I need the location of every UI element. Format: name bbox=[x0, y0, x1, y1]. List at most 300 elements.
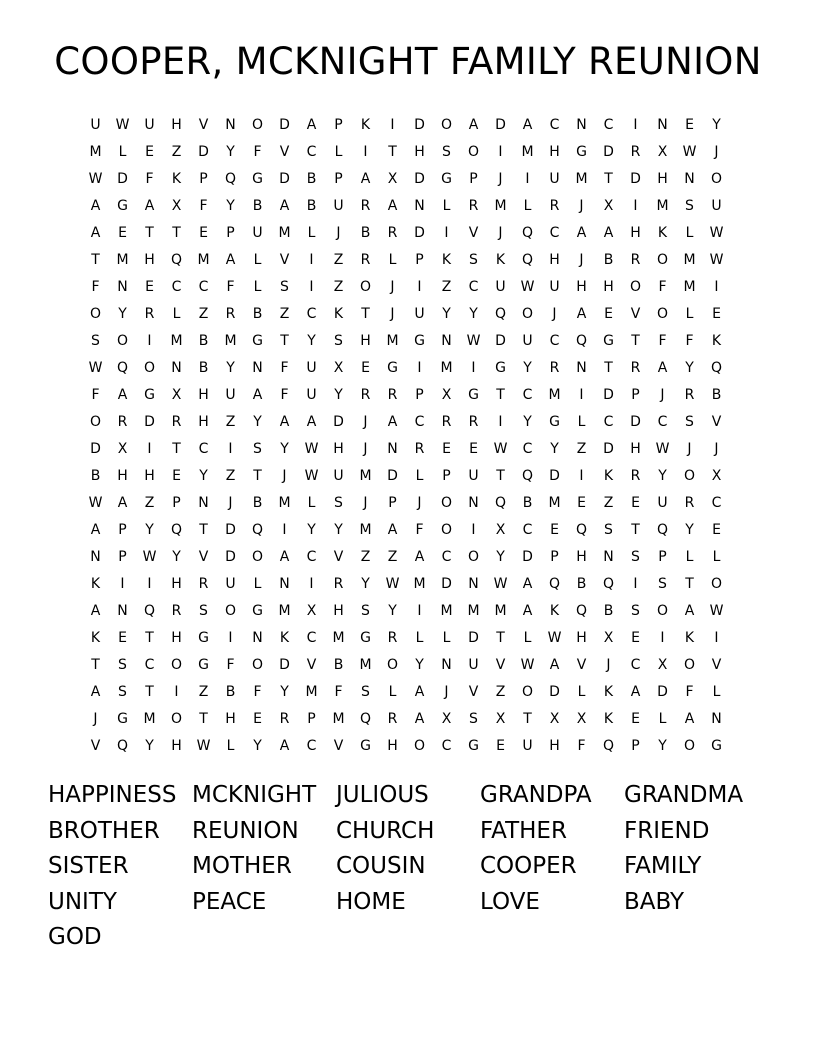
grid-letter: M bbox=[656, 198, 669, 214]
grid-letter: C bbox=[657, 414, 668, 430]
grid-letter: I bbox=[444, 225, 449, 241]
grid-letter: M bbox=[386, 333, 399, 349]
grid-letter: J bbox=[444, 684, 449, 700]
grid-letter: I bbox=[417, 360, 422, 376]
grid-letter: J bbox=[687, 441, 692, 457]
grid-letter: Q bbox=[116, 738, 129, 754]
grid-letter: S bbox=[334, 495, 343, 511]
grid-letter: K bbox=[360, 117, 371, 133]
grid-letter: E bbox=[145, 144, 154, 160]
grid-letter: Z bbox=[144, 495, 155, 511]
word-list-item: BROTHER bbox=[48, 817, 160, 844]
grid-letter: Y bbox=[685, 360, 694, 376]
grid-letter: Y bbox=[118, 306, 127, 322]
grid-letter: A bbox=[90, 225, 101, 241]
grid-letter: Y bbox=[442, 306, 451, 322]
grid-letter: M bbox=[683, 279, 696, 295]
grid-letter: B bbox=[252, 306, 263, 322]
grid-letter: I bbox=[417, 279, 422, 295]
grid-letter: F bbox=[226, 279, 235, 295]
grid-letter: R bbox=[171, 603, 182, 619]
grid-letter: M bbox=[413, 576, 426, 592]
grid-letter: M bbox=[278, 495, 291, 511]
grid-letter: T bbox=[199, 711, 208, 727]
grid-letter: C bbox=[306, 144, 317, 160]
grid-letter: J bbox=[498, 171, 503, 187]
grid-letter: N bbox=[576, 360, 587, 376]
grid-letter: J bbox=[282, 468, 287, 484]
grid-letter: S bbox=[361, 684, 370, 700]
grid-letter: R bbox=[117, 414, 128, 430]
grid-letter: A bbox=[684, 711, 695, 727]
grid-letter: K bbox=[603, 468, 614, 484]
grid-letter: Y bbox=[658, 738, 667, 754]
grid-letter: G bbox=[252, 603, 263, 619]
grid-letter: Z bbox=[225, 468, 236, 484]
grid-letter: D bbox=[90, 441, 101, 457]
grid-letter: M bbox=[521, 144, 534, 160]
grid-letter: O bbox=[116, 333, 129, 349]
grid-letter: X bbox=[576, 711, 587, 727]
grid-letter: O bbox=[89, 306, 102, 322]
grid-letter: M bbox=[683, 252, 696, 268]
grid-letter: C bbox=[522, 522, 533, 538]
grid-letter: A bbox=[279, 738, 290, 754]
word-list-item: LOVE bbox=[480, 888, 540, 915]
grid-letter: D bbox=[333, 414, 344, 430]
grid-letter: O bbox=[251, 549, 264, 565]
grid-letter: Y bbox=[226, 144, 235, 160]
grid-letter: A bbox=[387, 198, 398, 214]
grid-letter: N bbox=[576, 117, 587, 133]
grid-letter: U bbox=[711, 198, 722, 214]
word-list-item: HOME bbox=[336, 888, 406, 915]
grid-letter: F bbox=[334, 684, 343, 700]
grid-letter: W bbox=[709, 252, 724, 268]
grid-row bbox=[82, 274, 730, 301]
word-list-item: SISTER bbox=[48, 853, 129, 879]
grid-letter: I bbox=[498, 144, 503, 160]
grid-letter: O bbox=[359, 279, 372, 295]
grid-letter: Z bbox=[333, 279, 344, 295]
grid-letter: B bbox=[198, 360, 209, 376]
grid-letter: V bbox=[630, 306, 641, 322]
grid-letter: X bbox=[495, 711, 506, 727]
grid-letter: S bbox=[685, 198, 694, 214]
word-list-item: BABY bbox=[624, 888, 685, 915]
grid-letter: J bbox=[228, 495, 233, 511]
grid-letter: U bbox=[90, 117, 101, 133]
grid-letter: L bbox=[307, 495, 316, 511]
grid-letter: C bbox=[468, 279, 479, 295]
grid-letter: T bbox=[253, 468, 262, 484]
grid-letter: D bbox=[603, 387, 614, 403]
grid-row bbox=[82, 355, 730, 382]
grid-letter: Y bbox=[334, 522, 343, 538]
grid-letter: F bbox=[199, 198, 208, 214]
grid-letter: Y bbox=[145, 522, 154, 538]
grid-letter: M bbox=[143, 711, 156, 727]
grid-letter: M bbox=[359, 522, 372, 538]
grid-letter: Y bbox=[388, 603, 397, 619]
grid-letter: Z bbox=[171, 144, 182, 160]
grid-letter: W bbox=[520, 279, 535, 295]
grid-letter: I bbox=[309, 252, 314, 268]
grid-letter: T bbox=[604, 360, 613, 376]
grid-letter: O bbox=[170, 657, 183, 673]
grid-letter: M bbox=[89, 144, 102, 160]
grid-letter: N bbox=[252, 360, 263, 376]
grid-letter: P bbox=[631, 387, 640, 403]
grid-letter: T bbox=[145, 225, 154, 241]
grid-letter: P bbox=[199, 171, 208, 187]
word-list-item: COOPER bbox=[480, 853, 577, 879]
grid-letter: Y bbox=[280, 684, 289, 700]
grid-letter: N bbox=[711, 711, 722, 727]
grid-letter: P bbox=[118, 549, 127, 565]
grid-letter: B bbox=[90, 468, 101, 484]
grid-letter: Z bbox=[333, 252, 344, 268]
grid-letter: P bbox=[469, 171, 478, 187]
grid-letter: L bbox=[523, 198, 532, 214]
grid-letter: Y bbox=[712, 117, 721, 133]
grid-letter: D bbox=[549, 468, 560, 484]
grid-letter: R bbox=[279, 711, 290, 727]
grid-letter: U bbox=[549, 279, 560, 295]
grid-letter: M bbox=[440, 603, 453, 619]
grid-letter: K bbox=[171, 171, 182, 187]
grid-letter: H bbox=[630, 225, 641, 241]
grid-letter: P bbox=[658, 549, 667, 565]
grid-letter: A bbox=[549, 657, 560, 673]
grid-letter: Y bbox=[253, 738, 262, 754]
grid-letter: O bbox=[143, 360, 156, 376]
grid-letter: K bbox=[333, 306, 344, 322]
grid-letter: F bbox=[253, 144, 262, 160]
grid-letter: E bbox=[469, 441, 478, 457]
grid-letter: G bbox=[360, 738, 371, 754]
word-list-item: FAMILY bbox=[624, 853, 702, 879]
grid-letter: G bbox=[198, 630, 209, 646]
grid-letter: I bbox=[309, 279, 314, 295]
grid-letter: B bbox=[360, 225, 371, 241]
grid-letter: W bbox=[115, 117, 130, 133]
grid-letter: A bbox=[144, 198, 155, 214]
grid-letter: W bbox=[196, 738, 211, 754]
grid-letter: S bbox=[280, 279, 289, 295]
grid-letter: H bbox=[387, 738, 398, 754]
grid-letter: Z bbox=[225, 414, 236, 430]
grid-letter: F bbox=[415, 522, 424, 538]
grid-letter: N bbox=[252, 630, 263, 646]
grid-letter: H bbox=[603, 279, 614, 295]
grid-letter: V bbox=[711, 414, 722, 430]
grid-row bbox=[82, 571, 730, 598]
grid-row bbox=[82, 706, 730, 733]
grid-letter: O bbox=[656, 306, 669, 322]
grid-letter: I bbox=[363, 144, 368, 160]
grid-letter: O bbox=[224, 603, 237, 619]
grid-letter: T bbox=[280, 333, 289, 349]
grid-letter: X bbox=[657, 657, 668, 673]
grid-row bbox=[82, 490, 730, 517]
grid-letter: Z bbox=[360, 549, 371, 565]
grid-letter: D bbox=[414, 117, 425, 133]
grid-letter: U bbox=[657, 495, 668, 511]
grid-letter: W bbox=[142, 549, 157, 565]
grid-letter: C bbox=[522, 387, 533, 403]
grid-letter: H bbox=[630, 441, 641, 457]
grid-letter: C bbox=[306, 549, 317, 565]
grid-letter: S bbox=[199, 603, 208, 619]
word-list-item: GRANDMA bbox=[624, 782, 744, 808]
grid-letter: S bbox=[658, 576, 667, 592]
grid-letter: U bbox=[522, 738, 533, 754]
grid-letter: A bbox=[117, 495, 128, 511]
grid-letter: R bbox=[225, 306, 236, 322]
grid-letter: G bbox=[252, 333, 263, 349]
grid-letter: M bbox=[575, 171, 588, 187]
grid-row bbox=[82, 139, 730, 166]
grid-letter: U bbox=[468, 657, 479, 673]
grid-letter: E bbox=[577, 495, 586, 511]
grid-letter: X bbox=[171, 387, 182, 403]
grid-letter: C bbox=[198, 279, 209, 295]
grid-letter: P bbox=[415, 252, 424, 268]
grid-letter: Y bbox=[361, 576, 370, 592]
grid-letter: O bbox=[89, 414, 102, 430]
grid-letter: T bbox=[199, 522, 208, 538]
grid-letter: D bbox=[630, 414, 641, 430]
grid-letter: U bbox=[306, 387, 317, 403]
grid-letter: D bbox=[225, 549, 236, 565]
grid-letter: Y bbox=[469, 306, 478, 322]
grid-letter: V bbox=[333, 549, 344, 565]
grid-letter: J bbox=[660, 387, 665, 403]
grid-row bbox=[82, 679, 730, 706]
grid-letter: W bbox=[88, 360, 103, 376]
grid-letter: X bbox=[603, 630, 614, 646]
grid-letter: A bbox=[414, 711, 425, 727]
grid-letter: T bbox=[496, 468, 505, 484]
grid-letter: E bbox=[253, 711, 262, 727]
grid-letter: B bbox=[306, 198, 317, 214]
grid-letter: I bbox=[174, 684, 179, 700]
grid-letter: B bbox=[711, 387, 722, 403]
grid-letter: G bbox=[414, 333, 425, 349]
grid-letter: G bbox=[441, 171, 452, 187]
grid-letter: A bbox=[414, 549, 425, 565]
grid-letter: I bbox=[579, 468, 584, 484]
grid-letter: C bbox=[306, 738, 317, 754]
grid-letter: R bbox=[333, 576, 344, 592]
grid-letter: E bbox=[631, 630, 640, 646]
grid-letter: F bbox=[145, 171, 154, 187]
grid-letter: H bbox=[657, 171, 668, 187]
grid-letter: P bbox=[334, 171, 343, 187]
grid-letter: W bbox=[88, 171, 103, 187]
grid-letter: T bbox=[388, 144, 397, 160]
grid-letter: U bbox=[468, 468, 479, 484]
word-list-item: REUNION bbox=[192, 817, 299, 844]
grid-letter: T bbox=[604, 171, 613, 187]
grid-letter: X bbox=[117, 441, 128, 457]
word-list-item: MCKNIGHT bbox=[192, 782, 317, 808]
word-list-item: CHURCH bbox=[336, 817, 435, 844]
grid-letter: H bbox=[171, 738, 182, 754]
grid-letter: E bbox=[631, 495, 640, 511]
grid-letter: R bbox=[468, 198, 479, 214]
grid-letter: S bbox=[604, 522, 613, 538]
grid-letter: A bbox=[576, 225, 587, 241]
grid-letter: O bbox=[413, 738, 426, 754]
grid-letter: L bbox=[658, 711, 667, 727]
grid-letter: A bbox=[657, 360, 668, 376]
grid-letter: A bbox=[90, 684, 101, 700]
grid-letter: V bbox=[576, 657, 587, 673]
grid-letter: K bbox=[657, 225, 668, 241]
grid-letter: S bbox=[469, 711, 478, 727]
grid-letter: E bbox=[712, 306, 721, 322]
grid-letter: K bbox=[279, 630, 290, 646]
grid-letter: R bbox=[549, 360, 560, 376]
grid-letter: Y bbox=[172, 549, 181, 565]
word-list-item: HAPPINESS bbox=[48, 782, 177, 808]
grid-row bbox=[82, 544, 730, 571]
grid-row bbox=[82, 193, 730, 220]
grid-letter: X bbox=[171, 198, 182, 214]
grid-letter: L bbox=[334, 144, 343, 160]
grid-letter: S bbox=[442, 144, 451, 160]
grid-letter: D bbox=[468, 630, 479, 646]
grid-letter: A bbox=[252, 387, 263, 403]
grid-row bbox=[82, 652, 730, 679]
grid-letter: D bbox=[630, 171, 641, 187]
grid-letter: U bbox=[225, 576, 236, 592]
grid-letter: O bbox=[467, 549, 480, 565]
grid-row bbox=[82, 436, 730, 463]
grid-letter: W bbox=[709, 225, 724, 241]
grid-letter: R bbox=[387, 630, 398, 646]
grid-letter: A bbox=[90, 603, 101, 619]
grid-letter: C bbox=[711, 495, 722, 511]
grid-letter: P bbox=[172, 495, 181, 511]
grid-letter: Y bbox=[226, 198, 235, 214]
grid-letter: L bbox=[388, 684, 397, 700]
grid-letter: D bbox=[225, 522, 236, 538]
grid-letter: S bbox=[361, 603, 370, 619]
grid-letter: O bbox=[629, 279, 642, 295]
grid-letter: Y bbox=[415, 657, 424, 673]
grid-letter: W bbox=[304, 468, 319, 484]
grid-letter: H bbox=[171, 576, 182, 592]
grid-row bbox=[82, 301, 730, 328]
grid-letter: X bbox=[603, 198, 614, 214]
grid-letter: P bbox=[334, 117, 343, 133]
grid-letter: Y bbox=[334, 387, 343, 403]
grid-letter: C bbox=[306, 306, 317, 322]
grid-letter: A bbox=[90, 522, 101, 538]
grid-letter: L bbox=[577, 684, 586, 700]
grid-row bbox=[82, 247, 730, 274]
grid-letter: Q bbox=[656, 522, 669, 538]
grid-letter: R bbox=[549, 198, 560, 214]
grid-letter: S bbox=[685, 414, 694, 430]
grid-letter: I bbox=[147, 333, 152, 349]
grid-letter: T bbox=[496, 387, 505, 403]
grid-letter: B bbox=[252, 495, 263, 511]
grid-letter: N bbox=[468, 576, 479, 592]
grid-letter: D bbox=[279, 117, 290, 133]
grid-letter: V bbox=[198, 117, 209, 133]
grid-letter: P bbox=[307, 711, 316, 727]
grid-row bbox=[82, 328, 730, 355]
grid-letter: A bbox=[90, 198, 101, 214]
grid-letter: V bbox=[468, 225, 479, 241]
grid-letter: V bbox=[333, 738, 344, 754]
grid-letter: B bbox=[225, 684, 236, 700]
grid-letter: J bbox=[336, 225, 341, 241]
grid-letter: W bbox=[655, 441, 670, 457]
grid-letter: D bbox=[657, 684, 668, 700]
grid-letter: T bbox=[91, 252, 100, 268]
grid-letter: O bbox=[251, 657, 264, 673]
grid-letter: A bbox=[360, 171, 371, 187]
puzzle-title: COOPER, MCKNIGHT FAMILY REUNION bbox=[54, 40, 762, 83]
grid-letter: E bbox=[442, 441, 451, 457]
grid-letter: R bbox=[360, 198, 371, 214]
grid-letter: I bbox=[660, 630, 665, 646]
grid-letter: L bbox=[523, 630, 532, 646]
grid-letter: A bbox=[387, 522, 398, 538]
grid-letter: Z bbox=[576, 441, 587, 457]
grid-letter: T bbox=[496, 630, 505, 646]
grid-letter: E bbox=[496, 738, 505, 754]
grid-letter: Z bbox=[495, 684, 506, 700]
grid-letter: A bbox=[387, 414, 398, 430]
grid-letter: E bbox=[172, 468, 181, 484]
grid-letter: G bbox=[468, 387, 479, 403]
grid-letter: O bbox=[683, 468, 696, 484]
grid-letter: C bbox=[603, 414, 614, 430]
grid-letter: D bbox=[522, 549, 533, 565]
grid-letter: G bbox=[549, 414, 560, 430]
grid-letter: P bbox=[415, 387, 424, 403]
grid-letter: A bbox=[279, 414, 290, 430]
grid-letter: M bbox=[359, 468, 372, 484]
grid-letter: D bbox=[279, 657, 290, 673]
grid-letter: A bbox=[414, 684, 425, 700]
grid-letter: X bbox=[441, 711, 452, 727]
grid-letter: C bbox=[522, 441, 533, 457]
grid-letter: R bbox=[630, 360, 641, 376]
grid-letter: Q bbox=[575, 603, 588, 619]
grid-letter: Q bbox=[548, 576, 561, 592]
grid-letter: L bbox=[577, 414, 586, 430]
grid-letter: R bbox=[414, 441, 425, 457]
grid-letter: M bbox=[359, 657, 372, 673]
grid-letter: D bbox=[198, 144, 209, 160]
grid-letter: R bbox=[171, 414, 182, 430]
grid-letter: V bbox=[198, 549, 209, 565]
grid-letter: X bbox=[387, 171, 398, 187]
grid-letter: O bbox=[656, 252, 669, 268]
grid-letter: L bbox=[712, 684, 721, 700]
grid-letter: D bbox=[441, 576, 452, 592]
grid-letter: N bbox=[117, 603, 128, 619]
grid-letter: Y bbox=[145, 738, 154, 754]
grid-letter: P bbox=[442, 468, 451, 484]
